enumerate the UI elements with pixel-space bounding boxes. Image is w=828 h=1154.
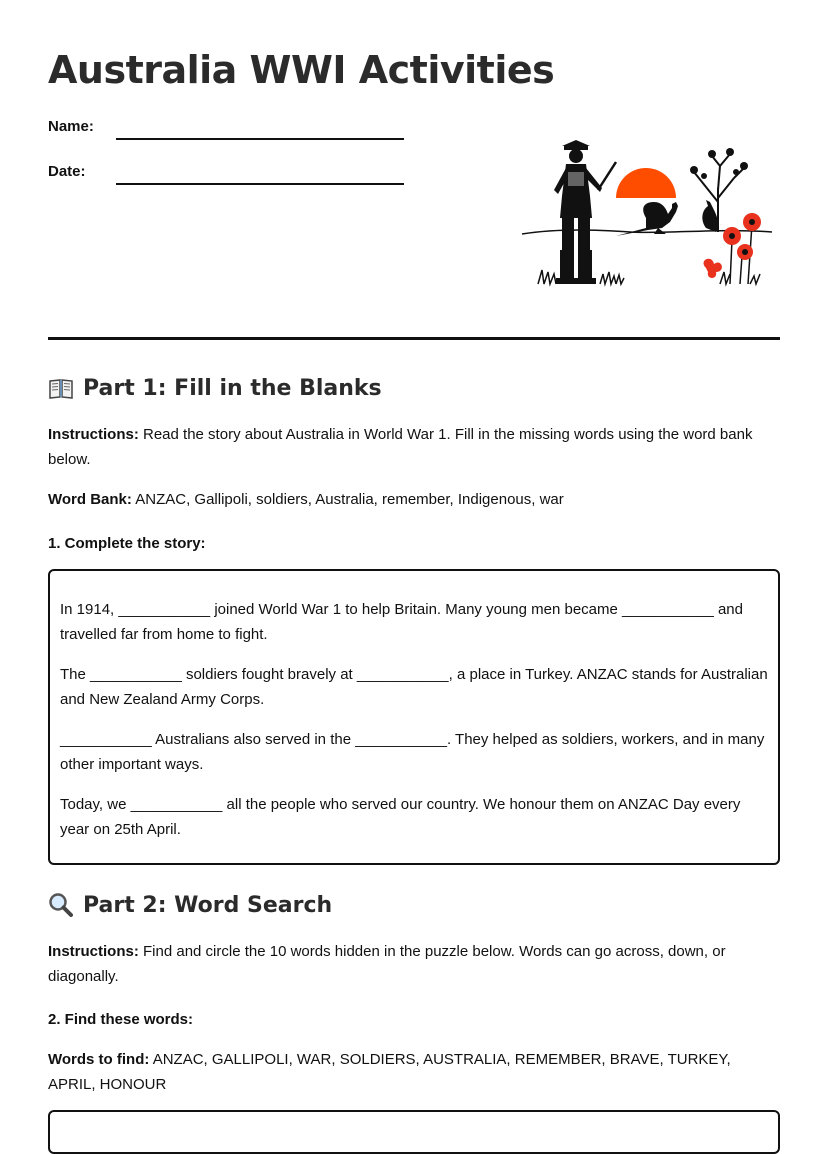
part2-heading [48, 892, 332, 918]
name-label: Name: [48, 118, 94, 135]
story-paragraph-2: The ___________ soldiers fought bravely at ___________, a place in Turkey. ANZAC stands for Australian and New Zealand Army Corps. [60, 666, 768, 708]
question-2 [48, 1007, 778, 1032]
page-title: Australia WWI Activities [48, 48, 555, 92]
story-paragraph-4: Today, we ___________ all the people who served our country. We honour them on ANZAC Day every year on 25th April. [60, 796, 741, 838]
name-field[interactable] [116, 138, 404, 140]
instructions-label: Instructions: [48, 426, 139, 443]
date-label: Date: [48, 163, 86, 180]
instructions-text: Read the story about Australia in World War 1. Fill in the missing words using the word bank below. [48, 426, 753, 468]
open-book-icon [48, 375, 74, 401]
magnifying-glass-icon [48, 892, 74, 918]
kangaroo-silhouette [616, 202, 678, 236]
sun-shape [616, 168, 676, 198]
story-paragraph-3: ___________ Australians also served in the ___________. They helped as soldiers, workers, and in many other important ways. [60, 731, 765, 773]
anzac-illustration [520, 132, 776, 298]
question-1-label: 1. Complete the story: [48, 535, 206, 552]
question-1 [48, 531, 778, 556]
instructions-text: Find and circle the 10 words hidden in the puzzle below. Words can go across, down, or diagonally. [48, 943, 726, 985]
words-to-find-text: ANZAC, GALLIPOLI, WAR, SOLDIERS, AUSTRALIA, REMEMBER, BRAVE, TURKEY, APRIL, HONOUR [48, 1051, 731, 1093]
question-2-label: 2. Find these words: [48, 1011, 194, 1028]
part1-heading [48, 375, 382, 401]
story-box [48, 569, 780, 865]
word-bank-text: ANZAC, Gallipoli, soldiers, Australia, remember, Indigenous, war [131, 491, 564, 508]
words-to-find-label: Words to find: [48, 1051, 150, 1068]
word-search-grid-box [48, 1110, 780, 1154]
story-paragraph-1: In 1914, ___________ joined World War 1 to help Britain. Many young men became ___________ and travelled far from home to fight. [60, 601, 743, 643]
word-bank [48, 487, 778, 512]
part1-heading-text: Part 1: Fill in the Blanks [83, 375, 382, 401]
part2-instructions [48, 939, 778, 989]
part1-instructions [48, 422, 778, 472]
words-to-find [48, 1047, 778, 1097]
section-divider [48, 337, 780, 340]
date-field[interactable] [116, 183, 404, 185]
instructions-label: Instructions: [48, 943, 139, 960]
tree-silhouette [694, 154, 744, 232]
word-bank-label: Word Bank: [48, 491, 132, 508]
part2-heading-text: Part 2: Word Search [83, 892, 333, 918]
soldier-silhouette [554, 140, 602, 284]
